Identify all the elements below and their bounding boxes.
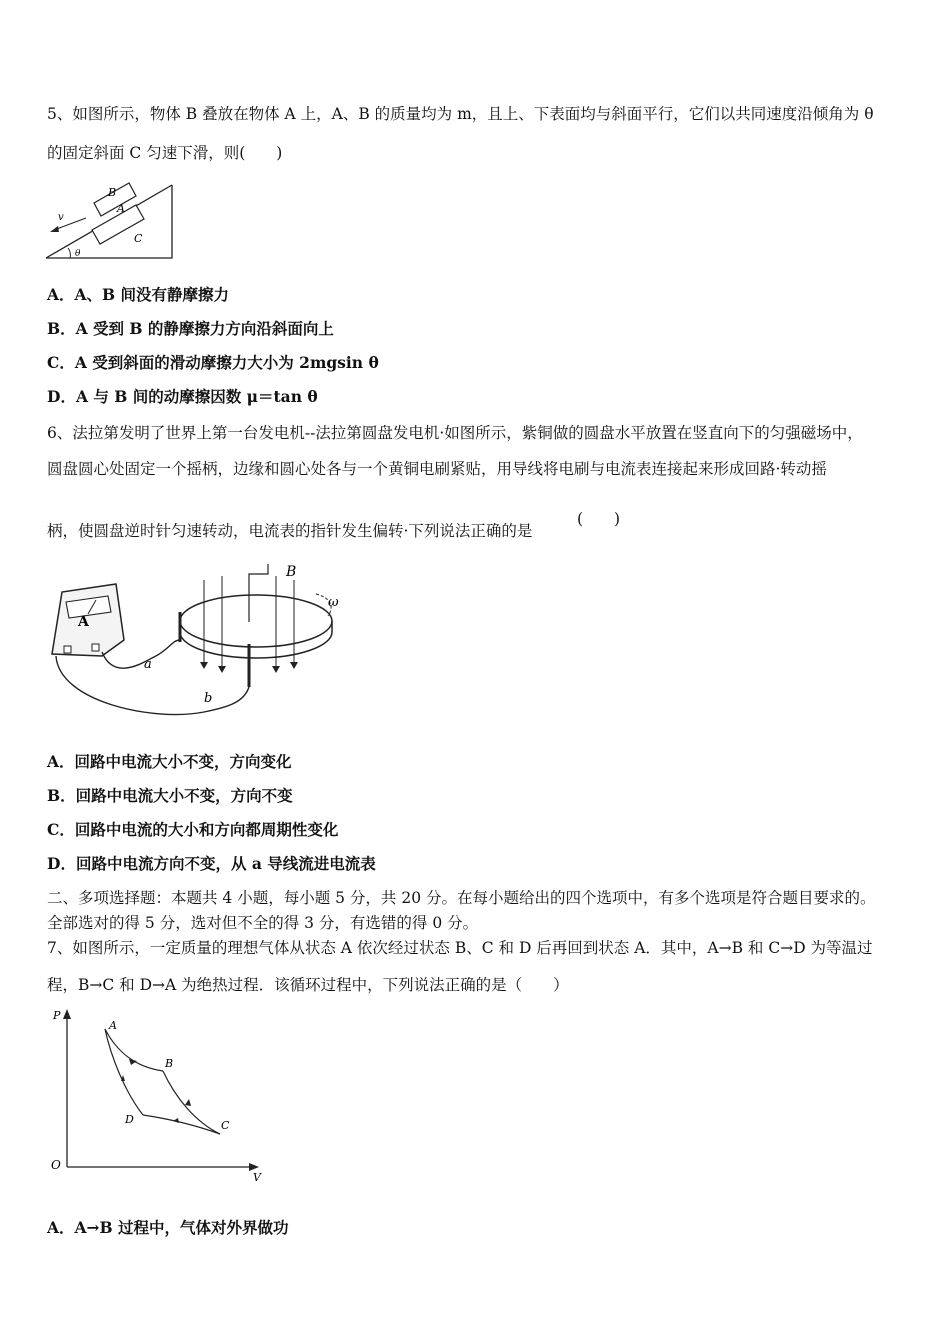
curve-da — [105, 1029, 143, 1115]
label-omega: ω — [328, 595, 339, 610]
label-state-a: A — [109, 1019, 117, 1032]
curve-ab — [105, 1029, 163, 1071]
wire-b — [56, 656, 249, 715]
label-wire-b: b — [204, 691, 213, 706]
label-b: B — [108, 186, 117, 199]
q5-stem-line2: 的固定斜面 C 匀速下滑，则( ) — [47, 144, 283, 162]
label-state-d: D — [125, 1113, 134, 1126]
section2-line1: 二、多项选择题：本题共 4 小题，每小题 5 分，共 20 分。在每小题给出的四个选项中，有多个选项是符合题目要求的。 — [47, 889, 876, 907]
theta-arc — [68, 248, 70, 258]
ammeter-terminal-right — [92, 644, 99, 651]
label-a: A — [117, 202, 125, 215]
q6-option-c: C．回路中电流的大小和方向都周期性变化 — [47, 820, 339, 839]
section2-line2: 全部选对的得 5 分，选对但不全的得 3 分，有选错的得 0 分。 — [47, 914, 479, 932]
q6-option-d: D．回路中电流方向不变，从 a 导线流进电流表 — [47, 854, 376, 873]
q5-option-c: C．A 受到斜面的滑动摩擦力大小为 2mgsin θ — [47, 353, 379, 372]
ammeter-terminal-left — [64, 646, 71, 653]
q6-stem-line1: 6、法拉第发明了世界上第一台发电机--法拉第圆盘发电机·如图所示，紫铜做的圆盘水平放置在竖直向下的匀强磁场中， — [47, 424, 863, 442]
label-origin: O — [51, 1158, 61, 1172]
q6-option-b: B．回路中电流大小不变，方向不变 — [47, 786, 293, 805]
q6-option-a: A．回路中电流大小不变，方向变化 — [47, 752, 292, 771]
label-v: v — [58, 212, 64, 223]
q6-disk-generator-figure — [44, 562, 349, 722]
q7-stem-line1: 7、如图所示，一定质量的理想气体从状态 A 依次经过状态 B、C 和 D 后再回到状态 A．其中，A→B 和 C→D 为等温过 — [47, 939, 873, 957]
label-v: V — [253, 1171, 261, 1184]
label-field-b: B — [286, 564, 297, 580]
label-state-b: B — [165, 1057, 174, 1070]
label-wire-a: a — [144, 657, 152, 672]
q7-pv-diagram — [45, 1007, 270, 1185]
ammeter — [52, 584, 124, 656]
curve-cd — [143, 1115, 220, 1134]
velocity-arrowhead — [50, 226, 59, 232]
label-state-c: C — [221, 1119, 230, 1132]
q6-stem-line3: 柄，使圆盘逆时针匀速转动，电流表的指针发生偏转·下列说法正确的是 — [47, 522, 533, 540]
q5-stem-line1: 5、如图所示，物体 B 叠放在物体 A 上，A、B 的质量均为 m，且上、下表面均与斜面平行，它们以共同速度沿倾角为 θ — [47, 105, 874, 123]
label-p: P — [53, 1009, 61, 1022]
copper-disk — [180, 595, 332, 647]
q7-stem-line2: 程，B→C 和 D→A 为绝热过程．该循环过程中，下列说法正确的是（ ） — [47, 976, 569, 994]
q5-option-d: D．A 与 B 间的动摩擦因数 μ＝tan θ — [47, 387, 318, 406]
q6-stem-line2: 圆盘圆心处固定一个摇柄，边缘和圆心处各与一个黄铜电刷紧贴，用导线将电刷与电流表连接起来形成回路·转动摇 — [47, 460, 827, 478]
label-c: C — [134, 232, 143, 245]
q5-option-b: B．A 受到 B 的静摩擦力方向沿斜面向上 — [47, 319, 334, 338]
label-theta: θ — [75, 249, 81, 259]
q7-option-a: A．A→B 过程中，气体对外界做功 — [47, 1218, 289, 1237]
q5-option-a: A．A、B 间没有静摩擦力 — [47, 285, 230, 304]
ammeter-label: A — [78, 614, 89, 630]
p-axis-arrow — [63, 1009, 71, 1019]
q5-incline-figure — [44, 172, 179, 264]
v-axis-arrow — [249, 1163, 259, 1171]
q6-answer-bracket: ( ) — [577, 510, 621, 528]
